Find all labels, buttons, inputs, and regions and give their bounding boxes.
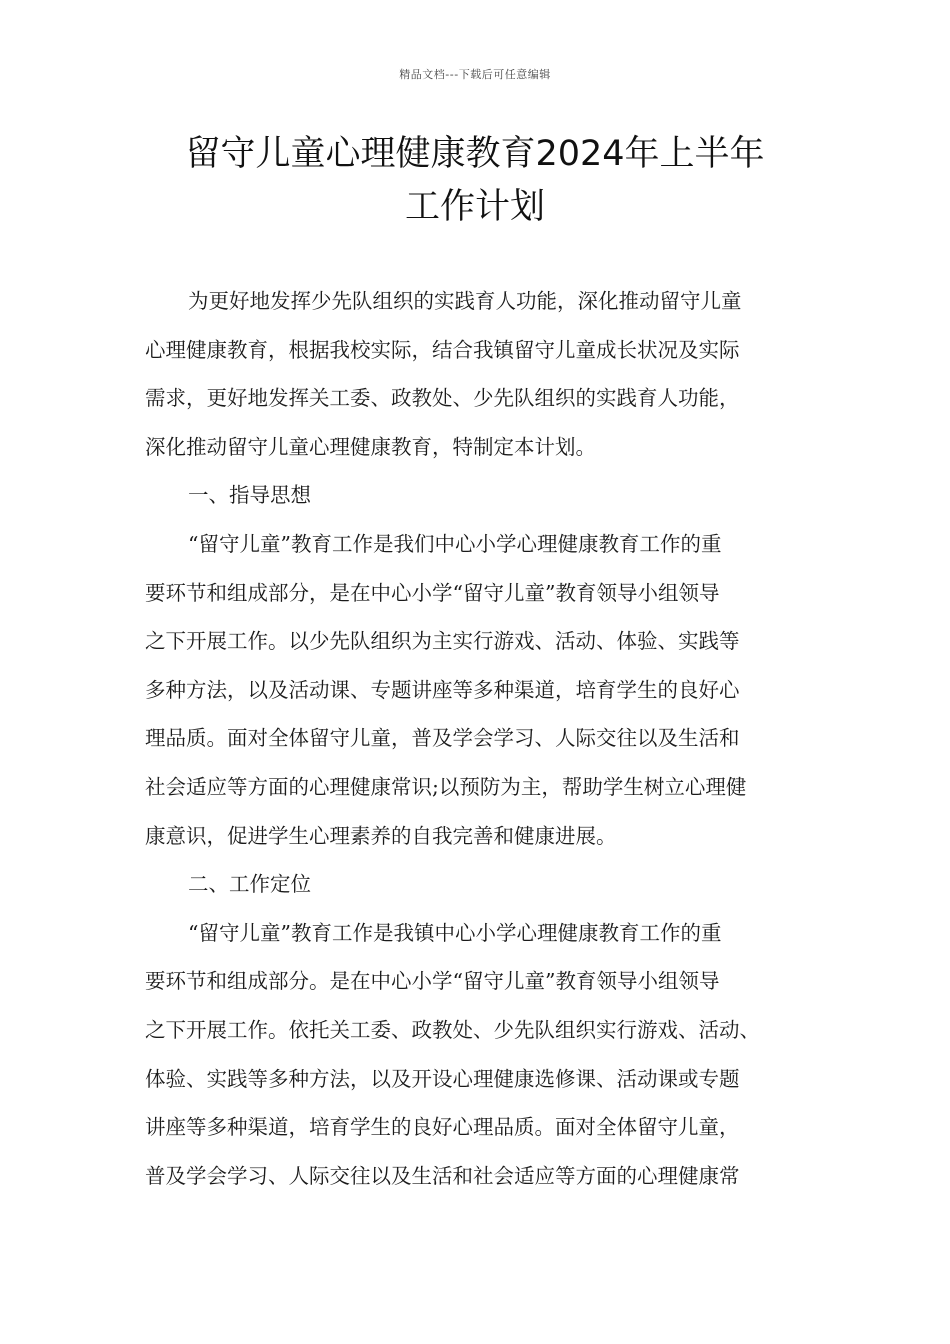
body-line: 心理健康教育，根据我校实际，结合我镇留守儿童成长状况及实际 (145, 337, 740, 362)
body-line: 之下开展工作。依托关工委、政教处、少先队组织实行游戏、活动、 (145, 1017, 760, 1042)
body-line: 之下开展工作。以少先队组织为主实行游戏、活动、体验、实践等 (145, 629, 740, 654)
body-line: 社会适应等方面的心理健康常识;以预防为主，帮助学生树立心理健 (145, 774, 747, 799)
body-line: 普及学会学习、人际交往以及生活和社会适应等方面的心理健康常 (145, 1163, 740, 1188)
title-line-1: 留守儿童心理健康教育2024年上半年 (185, 134, 765, 174)
body-line: 康意识，促进学生心理素养的自我完善和健康进展。 (145, 823, 617, 848)
body-line: 一、指导思想 (188, 483, 311, 508)
body-line: 体验、实践等多种方法，以及开设心理健康选修课、活动课或专题 (145, 1066, 740, 1091)
body-line: 理品质。面对全体留守儿童，普及学会学习、人际交往以及生活和 (145, 726, 740, 751)
body-line: 深化推动留守儿童心理健康教育，特制定本计划。 (145, 434, 596, 459)
body-line: “留守儿童”教育工作是我镇中心小学心理健康教育工作的重 (188, 920, 722, 945)
body-line: 需求，更好地发挥关工委、政教处、少先队组织的实践育人功能， (145, 386, 740, 411)
document-title (0, 128, 950, 234)
document-body (145, 277, 810, 1200)
body-line: “留守儿童”教育工作是我们中心小学心理健康教育工作的重 (188, 531, 722, 556)
body-line: 多种方法，以及活动课、专题讲座等多种渠道，培育学生的良好心 (145, 677, 740, 702)
title-line-2: 工作计划 (404, 187, 545, 227)
body-line: 要环节和组成部分。是在中心小学“留守儿童”教育领导小组领导 (145, 969, 720, 994)
body-line: 讲座等多种渠道，培育学生的良好心理品质。面对全体留守儿童， (145, 1115, 740, 1140)
header-note: 精品文档---下载后可任意编辑 (399, 68, 551, 81)
body-line: 二、工作定位 (188, 872, 311, 897)
body-line: 为更好地发挥少先队组织的实践育人功能，深化推动留守儿童 (188, 289, 742, 313)
body-line: 要环节和组成部分，是在中心小学“留守儿童”教育领导小组领导 (145, 580, 720, 605)
